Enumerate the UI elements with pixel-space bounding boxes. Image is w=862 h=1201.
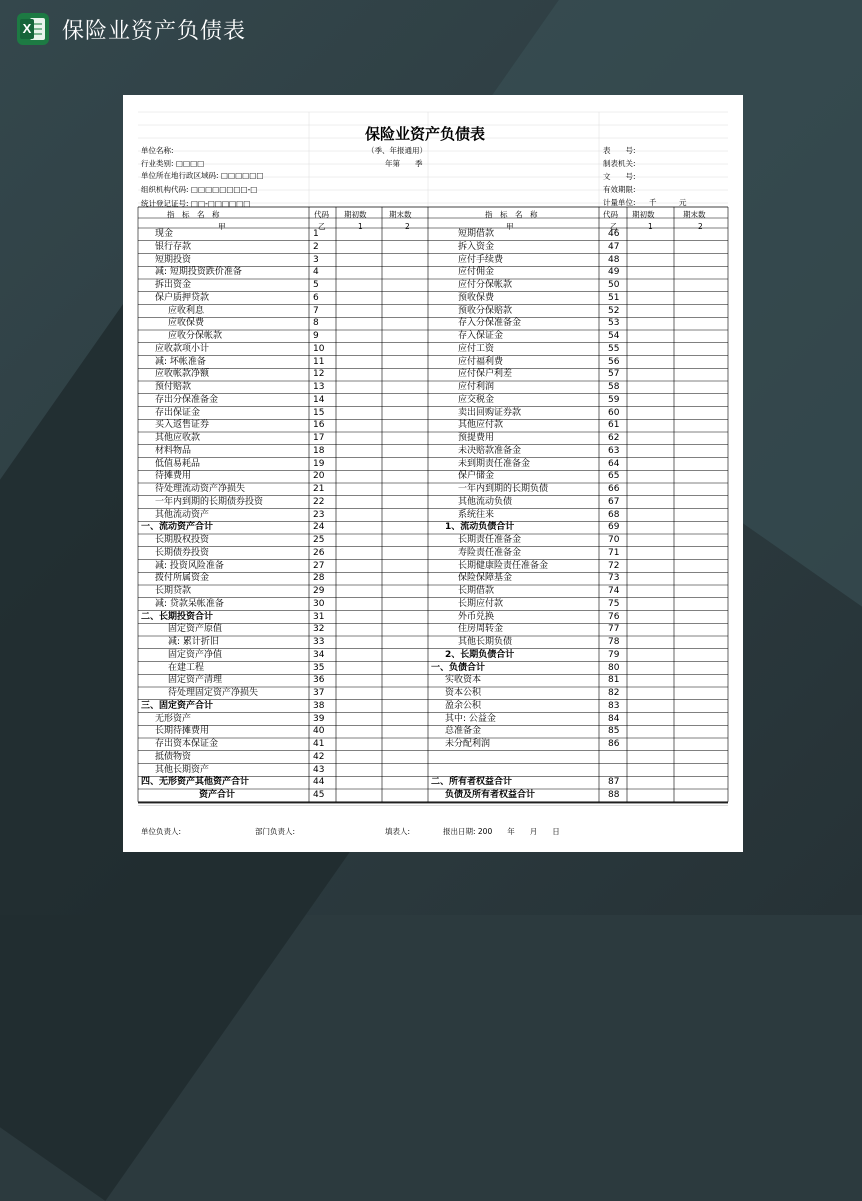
table-row-left-code: 43: [313, 764, 325, 775]
table-row-right-name: 应付福利费: [458, 356, 504, 367]
table-row-right-name: 未决赔款准备金: [458, 445, 522, 456]
title-bar: [0, 0, 862, 58]
table-row-right-name: 长期应付款: [458, 598, 504, 609]
doc-no-label: 文 号:: [603, 172, 636, 181]
header-code-left: 代码: [314, 210, 329, 219]
table-row-right-code: 81: [608, 675, 620, 686]
table-row-right-name: 资本公积: [445, 688, 482, 698]
header-code-right: 代码: [603, 210, 618, 219]
table-row-right-name: 其他应付款: [458, 420, 504, 431]
table-row-right-code: 85: [608, 726, 620, 737]
table-row-left-code: 35: [313, 662, 325, 673]
table-row-left-code: 21: [313, 484, 325, 494]
table-row-left-name: 现金: [155, 229, 174, 239]
table-row-left-code: 29: [313, 586, 325, 596]
table-row-left-name: 存出资本保证金: [155, 739, 219, 749]
table-row-right-name: 长期责任准备金: [458, 535, 522, 545]
table-row-right-code: 50: [608, 280, 620, 290]
table-row-left-code: 13: [313, 382, 325, 392]
subheader-code-right: 乙: [610, 222, 618, 231]
table-row-right-code: 74: [608, 586, 620, 596]
header-item-right: 指 标 名 称: [485, 210, 538, 219]
table-row-right-name: 应付保户利差: [458, 369, 513, 380]
table-row-right-code: 65: [608, 471, 620, 482]
table-row-left-name: 待处理固定资产净损失: [168, 688, 259, 698]
table-row-right-code: 69: [608, 522, 620, 533]
table-row-right-name: 预提费用: [458, 433, 495, 443]
table-row-left-code: 10: [313, 343, 325, 354]
table-row-right-code: 84: [608, 713, 620, 724]
table-row-right-name: 保险保障基金: [458, 573, 513, 584]
table-row-left-code: 37: [313, 688, 325, 698]
table-row-right-code: 49: [608, 267, 620, 278]
table-row-left-code: 24: [313, 522, 325, 533]
table-row-right-name: 应付工资: [458, 343, 495, 354]
table-row-left-name: 固定资产原值: [168, 624, 223, 635]
table-row-right-code: 77: [608, 624, 620, 635]
table-row-right-code: 79: [608, 649, 620, 660]
table-row-right-code: 51: [608, 292, 620, 303]
subheader-end-left: 2: [405, 222, 410, 231]
table-row-left-name: 保户质押贷款: [155, 292, 210, 303]
sheet-title: 保险业资产负债表: [365, 125, 486, 143]
table-row-right-name: 长期健康险责任准备金: [458, 560, 549, 571]
table-row-left-name: 买入返售证券: [155, 420, 210, 431]
table-row-right-name: 应付手续费: [458, 254, 504, 265]
unit-value: 千 元: [649, 198, 687, 207]
header-end-right: 期末数: [683, 210, 706, 219]
table-row-right-code: 52: [608, 305, 620, 316]
table-row-left-name: 材料物品: [155, 445, 192, 456]
table-row-left-code: 45: [313, 790, 325, 800]
spreadsheet-preview: [123, 95, 743, 852]
table-row-right-code: 63: [608, 445, 620, 456]
table-row-left-code: 11: [313, 356, 325, 367]
footer-date: 报出日期: 200 年 月 日: [443, 827, 560, 836]
table-row-left-name: 其他长期资产: [155, 764, 210, 775]
table-row-right-code: 82: [608, 688, 620, 698]
table-row-right-code: 47: [608, 241, 620, 252]
app-title: 保险业资产负债表: [62, 19, 247, 44]
subheader-begin-left: 1: [358, 222, 363, 231]
table-row-left-code: 26: [313, 547, 325, 558]
table-row-right-code: 83: [608, 700, 620, 711]
table-row-left-name: 应收利息: [168, 305, 205, 316]
footer-filler: 填表人:: [385, 827, 411, 836]
table-row-right-code: 78: [608, 637, 620, 647]
header-begin-right: 期初数: [632, 210, 655, 219]
footer-dept: 部门负责人:: [255, 827, 296, 836]
table-row-right-code: 73: [608, 573, 620, 584]
table-row-right-code: 61: [608, 420, 620, 431]
table-row-right-name: 寿险责任准备金: [458, 547, 522, 558]
subheader-begin-right: 1: [648, 222, 653, 231]
table-row-left-name: 长期贷款: [155, 586, 192, 596]
table-row-left-name: 应收保费: [168, 318, 205, 329]
table-row-left-name: 减: 贷款呆帐准备: [155, 598, 224, 609]
table-row-left-code: 9: [313, 331, 319, 341]
table-row-left-code: 19: [313, 458, 325, 469]
report-period: 年第 季: [385, 159, 423, 168]
table-row-left-code: 34: [313, 649, 325, 660]
header-end-left: 期末数: [389, 210, 412, 219]
header-item-left: 指 标 名 称: [167, 210, 220, 219]
table-row-left-name: 抵债物资: [155, 751, 192, 762]
table-row-left-name: 四、无形资产其他资产合计: [141, 777, 250, 788]
table-row-left-code: 32: [313, 624, 325, 635]
table-row-left-name: 短期投资: [155, 254, 192, 265]
table-row-left-code: 44: [313, 777, 325, 788]
unit-label: 计量单位:: [603, 198, 636, 207]
table-row-right-name: 总准备金: [445, 726, 482, 737]
table-row-left-code: 3: [313, 254, 319, 265]
region-code-label: 单位所在地行政区域码: □□□□□□: [141, 171, 264, 180]
table-row-left-name: 长期待摊费用: [155, 726, 210, 737]
table-row-right-code: 60: [608, 407, 620, 418]
table-row-left-code: 1: [313, 229, 319, 239]
table-row-left-name: 存出保证金: [155, 407, 201, 418]
table-row-right-name: 实收资本: [445, 675, 482, 686]
table-row-left-code: 7: [313, 305, 319, 316]
industry-label: 行业类别: □□□□: [141, 159, 205, 168]
table-row-right-name: 拆入资金: [458, 241, 495, 252]
table-row-right-name: 应付利润: [458, 382, 495, 392]
sheet-subtitle: （季、年报通用）: [367, 146, 427, 155]
header-begin-left: 期初数: [344, 210, 367, 219]
table-row-left-code: 41: [313, 739, 325, 749]
table-row-left-code: 14: [313, 394, 325, 405]
table-row-right-code: 54: [608, 331, 620, 341]
table-row-left-code: 23: [313, 509, 325, 520]
table-row-left-name: 资产合计: [199, 790, 236, 800]
table-row-left-name: 应收款项小计: [155, 343, 210, 354]
table-row-left-name: 固定资产净值: [168, 649, 223, 660]
table-row-right-name: 其中: 公益金: [445, 713, 496, 724]
table-row-right-name: 一年内到期的长期负债: [458, 484, 549, 494]
table-row-left-name: 在建工程: [168, 662, 205, 673]
table-row-left-code: 31: [313, 611, 325, 622]
table-row-left-code: 12: [313, 369, 325, 380]
table-row-left-name: 长期债券投资: [155, 547, 210, 558]
table-row-right-code: 55: [608, 343, 620, 354]
table-row-right-code: 87: [608, 777, 620, 788]
table-row-left-code: 39: [313, 713, 325, 724]
table-row-right-code: 70: [608, 535, 620, 545]
table-row-right-code: 58: [608, 382, 620, 392]
table-row-left-name: 银行存款: [155, 241, 192, 252]
table-row-right-name: 系统往来: [458, 509, 495, 520]
table-row-right-code: 71: [608, 547, 620, 558]
table-row-left-name: 存出分保准备金: [155, 394, 219, 405]
unit-name-label: 单位名称:: [141, 146, 174, 155]
table-row-right-code: 72: [608, 560, 620, 571]
valid-label: 有效期限:: [603, 185, 636, 194]
table-row-left-code: 15: [313, 407, 325, 418]
table-row-right-name: 其他流动负债: [458, 496, 513, 507]
table-row-right-code: 75: [608, 598, 620, 609]
table-row-left-name: 拨付所属资金: [155, 573, 210, 584]
table-row-right-name: 预收保费: [458, 292, 495, 303]
table-row-left-name: 其他流动资产: [155, 509, 210, 520]
table-row-right-code: 57: [608, 369, 620, 380]
table-row-left-code: 40: [313, 726, 325, 737]
table-row-right-name: 预收分保赔款: [458, 305, 513, 316]
table-row-right-code: 56: [608, 356, 620, 367]
table-row-right-code: 76: [608, 611, 620, 622]
table-row-right-code: 48: [608, 254, 620, 265]
table-no-label: 表 号:: [603, 146, 636, 155]
table-row-left-code: 42: [313, 751, 325, 762]
table-row-right-name: 未到期责任准备金: [458, 458, 531, 469]
table-row-right-name: 未分配利润: [445, 739, 491, 749]
table-row-left-name: 减: 累计折旧: [168, 637, 219, 647]
table-row-left-code: 5: [313, 280, 319, 290]
table-row-right-name: 其他长期负债: [458, 637, 513, 647]
table-row-right-code: 66: [608, 484, 620, 494]
table-row-left-code: 18: [313, 445, 325, 456]
footer-head: 单位负责人:: [141, 827, 182, 836]
table-row-left-name: 一、流动资产合计: [141, 522, 214, 533]
table-row-left-code: 36: [313, 675, 325, 686]
table-row-left-name: 减: 坏帐准备: [155, 356, 206, 367]
table-row-left-code: 2: [313, 241, 319, 252]
table-row-right-name: 长期借款: [458, 586, 495, 596]
table-row-right-name: 卖出回购证券款: [458, 407, 522, 418]
table-row-right-name: 应交税金: [458, 394, 495, 405]
subheader-item-left: 甲: [218, 222, 226, 231]
table-row-right-name: 外币兑换: [458, 611, 495, 622]
table-row-right-code: 86: [608, 739, 620, 749]
table-row-left-name: 应收帐款净额: [155, 369, 210, 380]
table-row-left-name: 长期股权投资: [155, 535, 210, 545]
table-row-right-name: 存入分保准备金: [458, 318, 522, 329]
table-row-left-code: 17: [313, 433, 325, 443]
table-row-left-name: 减: 短期投资跌价准备: [155, 267, 242, 278]
table-row-right-code: 62: [608, 433, 620, 443]
table-row-left-code: 22: [313, 496, 325, 507]
table-row-right-name: 保户储金: [458, 471, 495, 482]
subheader-code-left: 乙: [318, 222, 326, 231]
table-row-right-code: 46: [608, 229, 620, 239]
table-row-left-name: 拆出资金: [155, 280, 192, 290]
table-row-left-code: 27: [313, 560, 325, 571]
table-row-right-name: 应付分保帐款: [458, 280, 513, 290]
table-row-left-name: 无形资产: [155, 713, 192, 724]
table-row-left-code: 28: [313, 573, 325, 584]
table-row-left-name: 应收分保帐款: [168, 331, 223, 341]
excel-icon: X: [17, 13, 49, 45]
org-code-label: 组织机构代码: □□□□□□□□-□: [141, 185, 258, 194]
table-row-right-name: 盈余公积: [445, 700, 482, 711]
table-row-left-code: 33: [313, 637, 325, 647]
table-row-right-code: 53: [608, 318, 620, 329]
table-row-right-name: 一、负债合计: [431, 662, 486, 673]
table-row-left-code: 16: [313, 420, 325, 431]
table-row-left-name: 二、长期投资合计: [141, 611, 214, 622]
table-row-left-code: 20: [313, 471, 325, 482]
table-row-left-code: 8: [313, 318, 319, 329]
table-row-right-code: 88: [608, 790, 620, 800]
table-row-left-code: 25: [313, 535, 325, 545]
table-row-left-name: 减: 投资风险准备: [155, 560, 224, 571]
table-row-right-name: 住房周转金: [458, 624, 504, 635]
table-row-left-name: 一年内到期的长期债券投资: [155, 496, 264, 507]
agency-label: 制表机关:: [603, 159, 636, 168]
subheader-end-right: 2: [698, 222, 703, 231]
reg-no-label: 统计登记证号: □□-□□□□□□: [141, 199, 251, 208]
table-row-right-name: 存入保证金: [458, 331, 504, 341]
table-row-left-name: 三、固定资产合计: [141, 700, 214, 711]
table-row-left-code: 38: [313, 700, 325, 711]
table-row-right-code: 68: [608, 509, 620, 520]
table-row-right-code: 64: [608, 458, 620, 469]
table-row-right-name: 负债及所有者权益合计: [445, 790, 536, 800]
table-row-right-name: 1、流动负债合计: [445, 522, 515, 533]
table-row-left-name: 待摊费用: [155, 471, 192, 482]
table-row-left-name: 待处理流动资产净损失: [155, 484, 246, 494]
table-row-left-code: 6: [313, 292, 319, 303]
table-row-left-code: 30: [313, 598, 325, 609]
table-row-left-name: 低值易耗品: [155, 458, 201, 469]
table-row-right-code: 59: [608, 394, 620, 405]
table-row-right-name: 二、所有者权益合计: [431, 777, 513, 788]
subheader-item-right: 甲: [506, 222, 514, 231]
table-row-right-name: 2、长期负债合计: [445, 649, 515, 660]
table-row-right-name: 应付佣金: [458, 267, 495, 278]
table-row-right-code: 80: [608, 662, 620, 673]
table-row-right-code: 67: [608, 496, 620, 507]
table-row-left-name: 预付赔款: [155, 382, 192, 392]
table-row-left-name: 其他应收款: [155, 433, 201, 443]
table-row-left-name: 固定资产清理: [168, 675, 223, 686]
table-row-left-code: 4: [313, 267, 319, 278]
table-row-right-name: 短期借款: [458, 229, 495, 239]
